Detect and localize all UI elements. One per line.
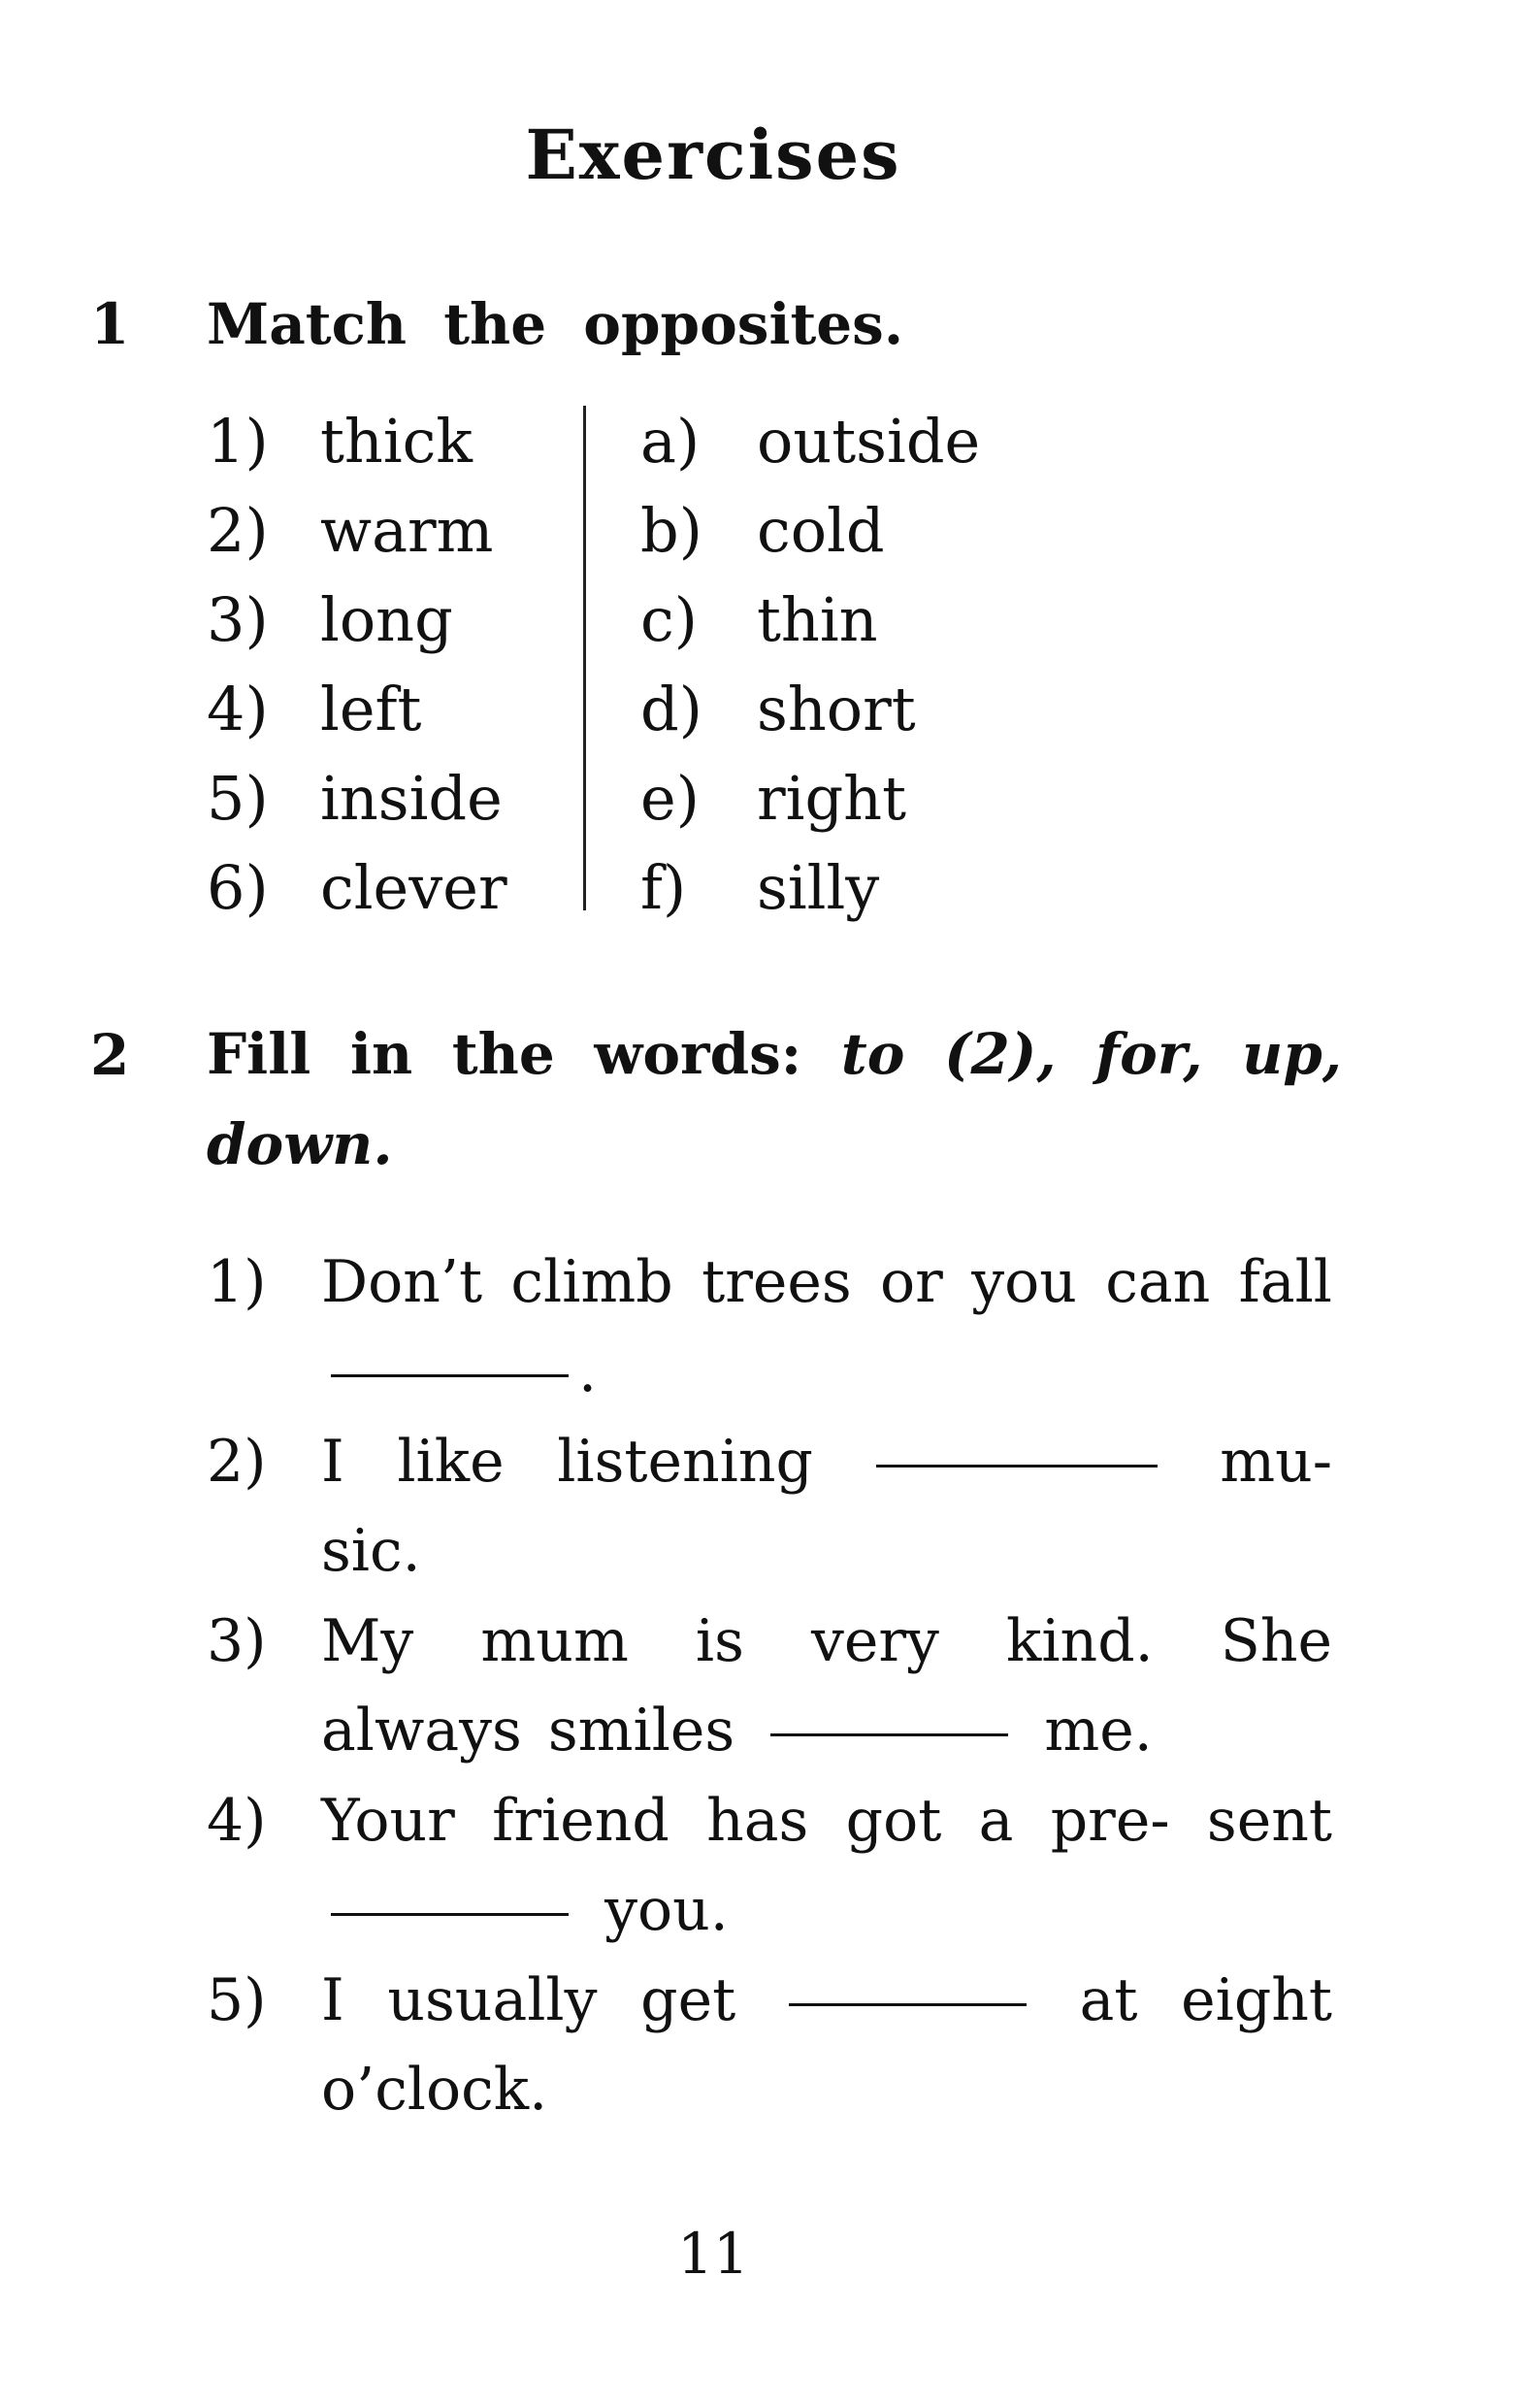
match-left-number: 1) (207, 406, 269, 477)
fill-item-number: 2) (207, 1428, 267, 1496)
fill-item-before: Don’t climb trees or you can fall (321, 1248, 1332, 1316)
fill-item (207, 1597, 1332, 1775)
fill-item-text (321, 1956, 1332, 2134)
fill-item-number: 1) (207, 1248, 267, 1316)
fill-item-after: . (578, 1337, 598, 1405)
match-left-number: 2) (207, 495, 269, 566)
match-right-word: right (757, 763, 907, 834)
fill-item-after: you. (604, 1876, 729, 1944)
fill-item-text (321, 1417, 1332, 1596)
exercise-2-instruction-words: to (2), for, up, down. (207, 1021, 1342, 1177)
fill-item-before: I like listening (321, 1428, 813, 1496)
match-right-letter: e) (640, 763, 700, 834)
fill-item-after: mu- sic. (321, 1428, 1332, 1585)
answer-blank[interactable] (331, 1912, 569, 1916)
fill-item-before: Your friend has got a pre- sent (321, 1787, 1332, 1855)
exercise-2-instruction (207, 1009, 1342, 1190)
match-left-word: warm (320, 495, 494, 566)
fill-item-before: I usually get (321, 1966, 736, 2034)
answer-blank[interactable] (876, 1464, 1158, 1468)
page-title: Exercises (525, 115, 901, 195)
fill-item-text (321, 1597, 1332, 1775)
match-right-letter: d) (640, 674, 702, 744)
match-right-letter: a) (640, 406, 701, 477)
fill-item-number: 3) (207, 1607, 267, 1675)
match-left-word: long (320, 584, 453, 655)
fill-item-after: at eight o’clock. (321, 1966, 1332, 2124)
match-right-word: cold (757, 495, 885, 566)
match-right-word: outside (757, 406, 981, 477)
match-left-word: left (320, 674, 422, 744)
exercise-2-number: 2 (90, 1022, 130, 1088)
match-right-letter: c) (640, 584, 698, 655)
match-left-number: 4) (207, 674, 269, 744)
fill-item-number: 5) (207, 1966, 267, 2034)
exercise-1-number: 1 (90, 291, 130, 357)
match-left-word: clever (320, 852, 507, 923)
exercise-2-instruction-prefix: Fill in the words: (207, 1021, 802, 1087)
page-number: 11 (677, 2221, 749, 2287)
fill-item-number: 4) (207, 1787, 267, 1855)
match-left-word: thick (320, 406, 473, 477)
fill-item-text (321, 1776, 1332, 1955)
fill-item-after: me. (1044, 1697, 1153, 1765)
match-right-word: silly (757, 852, 880, 923)
fill-item-before: My mum is very kind. She always smiles (321, 1607, 1332, 1765)
exercise-1-instruction: Match the opposites. (207, 291, 904, 357)
match-left-number: 5) (207, 763, 269, 834)
match-right-letter: b) (640, 495, 702, 566)
match-left-number: 6) (207, 852, 269, 923)
fill-item (207, 1417, 1332, 1596)
answer-blank[interactable] (331, 1373, 569, 1377)
match-left-word: inside (320, 763, 503, 834)
fill-item (207, 1956, 1332, 2134)
match-right-letter: f) (640, 852, 687, 923)
match-right-word: thin (757, 584, 878, 655)
match-right-word: short (757, 674, 916, 744)
answer-blank[interactable] (770, 1732, 1008, 1736)
column-divider (583, 406, 586, 910)
fill-item (207, 1237, 1332, 1416)
match-left-number: 3) (207, 584, 269, 655)
fill-item (207, 1776, 1332, 1955)
answer-blank[interactable] (789, 2002, 1027, 2006)
fill-item-text (321, 1237, 1332, 1416)
